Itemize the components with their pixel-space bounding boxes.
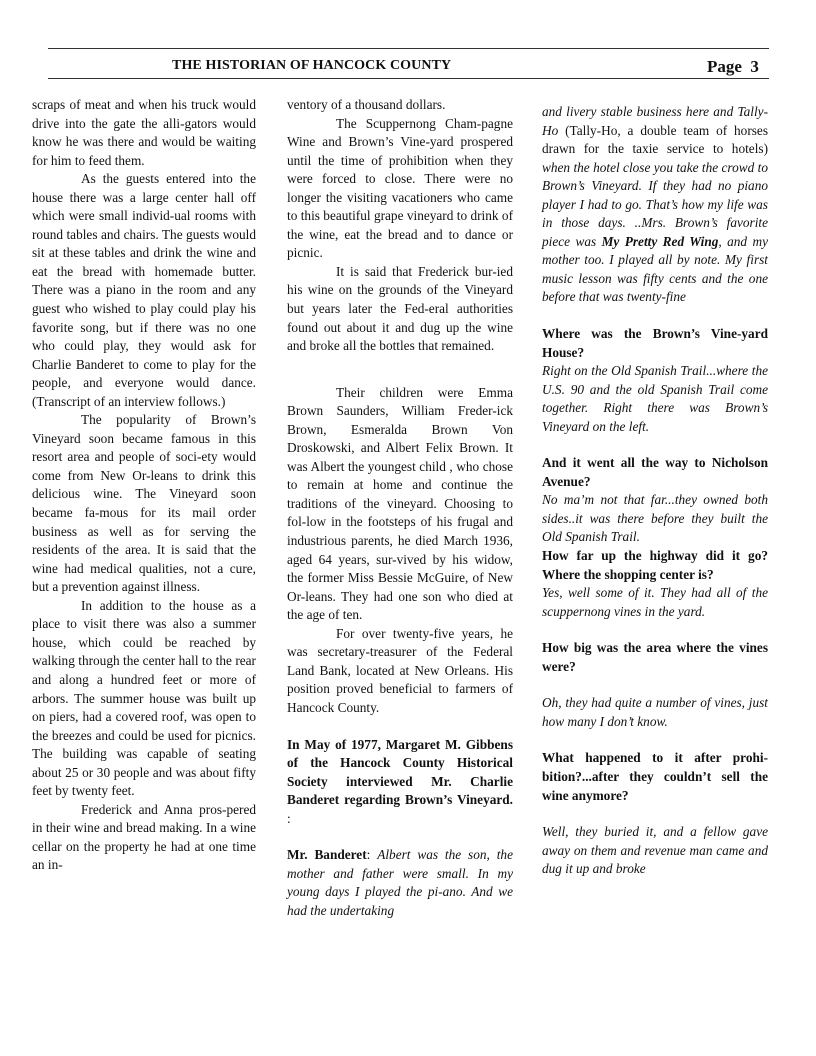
paragraph: For over twenty-five years, he was secretary-treasurer of the Federal Land Bank, located at New Orleans. His position proved beneficial to farmers of Hancock County. [287, 625, 513, 715]
interview-question: How big was the area where the vines were? [542, 640, 768, 674]
interview-question: And it went all the way to Nicholson Avenue? [542, 455, 768, 489]
interview-answer: No ma’m not that far...they owned both sides..it was there before they built the Old Spanish Trail. [542, 492, 768, 545]
answer-text: Albert was the son, the mother and father were small. In my young days I played the pi-ano. And we had the undertaking [287, 847, 513, 918]
column-1 [32, 96, 256, 875]
speaker-name: Mr. Banderet [287, 847, 367, 863]
header-rule-bottom [48, 78, 769, 79]
interview-intro-bold: In May of 1977, Margaret M. Gibbens of the Hancock County Historical Society interviewed Mr. Charlie Banderet regarding Brown’s Vineyard. [287, 736, 513, 808]
paragraph: The Scuppernong Cham-pagne Wine and Brown’s Vine-yard prospered until the time of prohibition when they were forced to close. There were no longer the visiting vacationers who came to this beautiful grape vineyard to drink of the wine, eat the bread and to dance or picnic. [287, 115, 513, 261]
interview-answer: Oh, they had quite a number of vines, just how many I don’t know. [542, 695, 768, 729]
paragraph: As the guests entered into the house there was a large center hall off which were small individ-ual rooms with round tables and chairs. The guests would sit at these tables and drink the wine and eat the bread with homemade butter. There was a piano in the room and any guest who wished to play could play his favorite song, but if there was no one who could play, they would ask for Charlie Banderet to come to play for the people, and everyone would dance. (Transcript of an interview follows.) [32, 171, 256, 409]
column-2 [287, 96, 513, 920]
interview-answer: Well, they buried it, and a fellow gave away on them and revenue man came and dug it up and broke [542, 824, 768, 877]
paragraph: scraps of meat and when his truck would drive into the gate the alli-gators would know he was there and would be waiting for him to feed them. [32, 97, 256, 168]
interview-question: Where was the Brown’s Vine-yard House? [542, 326, 768, 360]
tally-ho-note: (Tally-Ho, a double team of horses drawn for the taxie service to hotels) [542, 122, 769, 157]
paragraph: ventory of a thousand dollars. [287, 97, 446, 112]
interview-intro [287, 736, 513, 829]
newsletter-title: THE HISTORIAN OF HANCOCK COUNTY [172, 58, 452, 73]
header-rule-top [48, 48, 769, 49]
interview-question: How far up the highway did it go? Where the shopping center is? [542, 548, 768, 582]
paragraph: It is said that Frederick bur-ied his wine on the grounds of the Vineyard but years later the Fed-eral authorities found out about it and dug up the wine and broke all the bottles that remained. [287, 263, 513, 354]
paragraph: The popularity of Brown’s Vineyard soon became famous in this resort area and people of soci-ety would come from New Or-leans to drink this delicious wine. The Vineyard soon became fa-mous for its mail order business as well as for serving the residents of the area. It is said that the wine had medical qualities, not a cure, but a prevention against illness. [32, 412, 256, 595]
paragraph: Their children were Emma Brown Saunders, William Freder-ick Brown, Esmeralda Brown Von Droskowski, and Albert Felix Brown. It was Albert the youngest child , who chose to remain at home and continue the traditions of the vineyard. Choosing to fol-low in the footsteps of his frugal and industrious parents, he died March 1936, aged 64 years, sur-vived by his widow, the former Miss Bessie McGuire, of New Or-leans. They had one son who died at the age of ten. [287, 384, 513, 623]
interview-answer-continued: and livery stable business here and Tally-Ho (Tally-Ho, a double team of horses drawn for the taxie service to hotels) when the hotel close you take the crowd to Brown’s Vineyard. If they had no piano player I had to go. That’s how my life was in those days. ..Mrs. Brown’s favorite piece was My Pretty Red Wing, and my mother too. I played all by note. My first music lesson was fifty cents and the one before that was twenty-fine [542, 104, 769, 305]
column-3 [542, 103, 768, 879]
interview-answer: Yes, well some of it. They had all of the scuppernong vines in the yard. [542, 585, 768, 619]
paragraph: In addition to the house as a place to visit there was also a summer house, which could be reached by walking through the center hall to the rear and along a hundred feet or more of arbors. The summer house was built up on piers, had a covered roof, was open to the breezes and could be used for picnics. The building was capable of seating about 25 or 30 people and was about fifty feet by twenty feet. [32, 597, 256, 799]
page-number: Page 3 [707, 57, 759, 76]
paragraph: Frederick and Anna pros-pered in their wine and bread making. In a wine cellar on the property he had at one time an in- [32, 801, 256, 873]
interview-answer: Mr. Banderet: Albert was the son, the mother and father were small. In my young days I played the pi-ano. And we had the undertaking [287, 847, 513, 918]
song-title: My Pretty Red Wing [601, 233, 719, 249]
interview-question: What happened to it after prohi-bition?...after they couldn’t sell the wine anymore? [542, 750, 768, 803]
interview-intro-colon: : [287, 810, 291, 826]
interview-answer: Right on the Old Spanish Trail...where the U.S. 90 and the old Spanish Trail come together. Right there was Brown’s Vineyard on the left. [542, 363, 768, 434]
